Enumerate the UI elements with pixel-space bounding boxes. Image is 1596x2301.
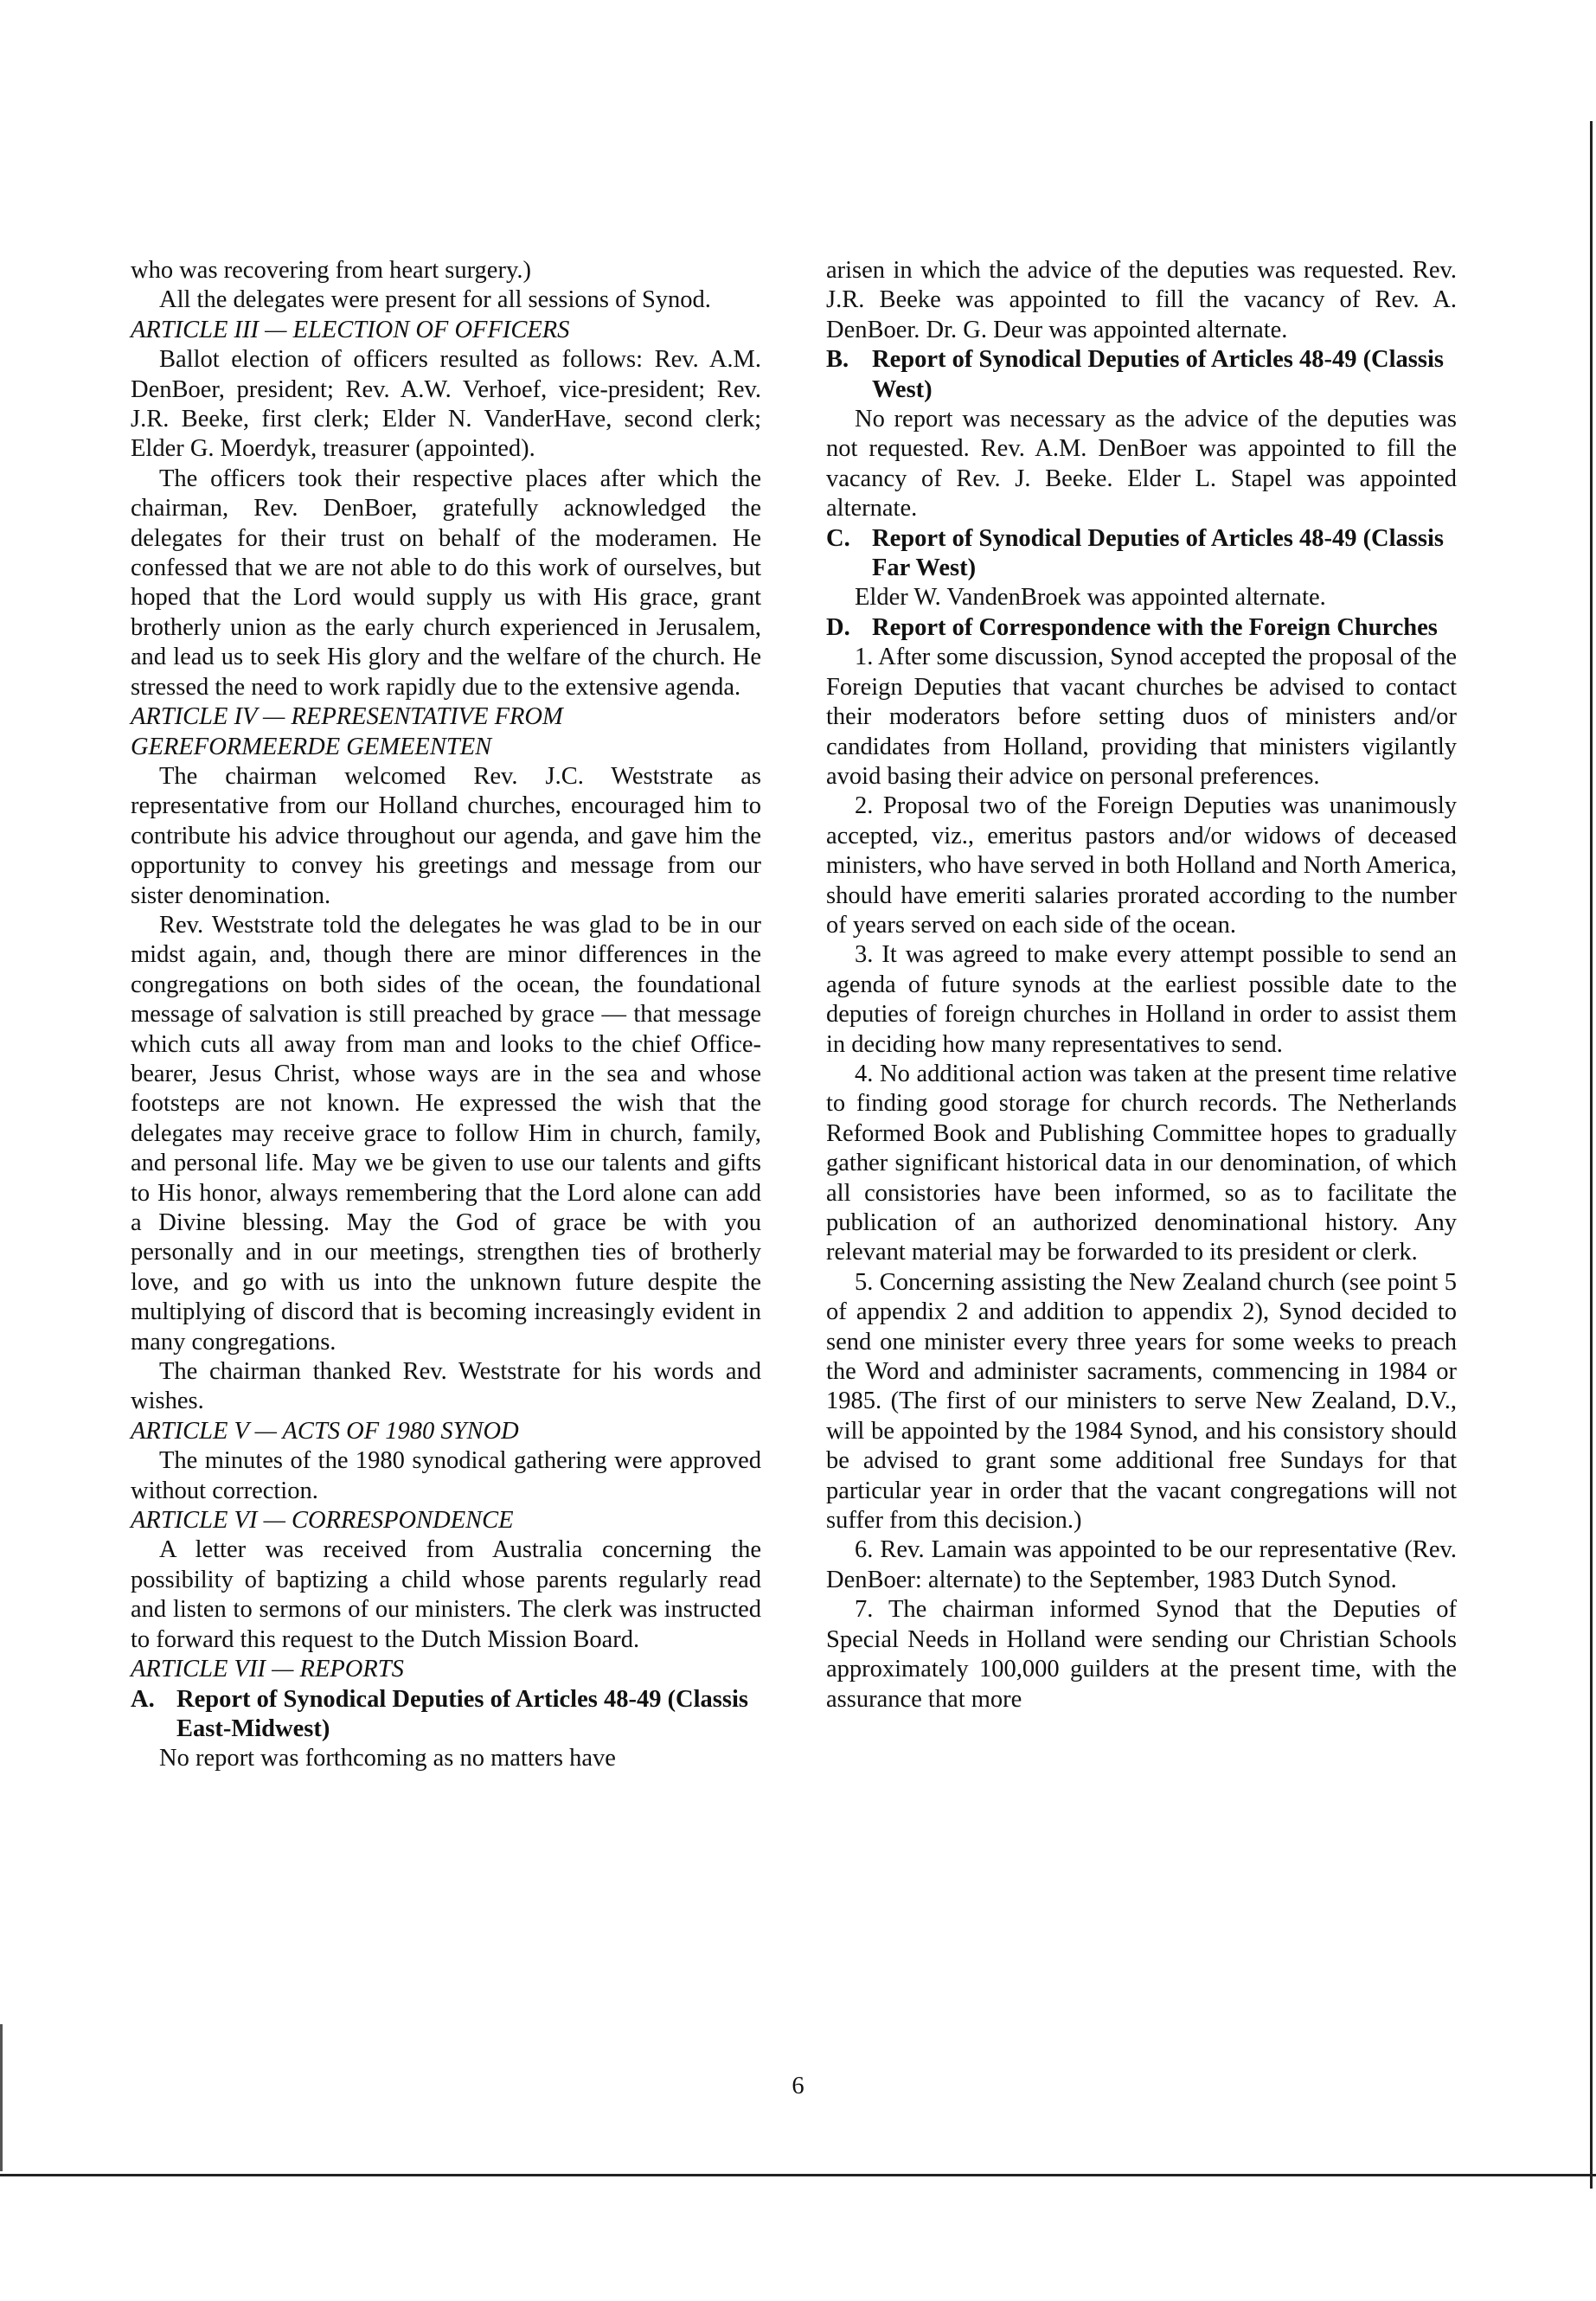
right-column [826, 256, 1457, 1715]
numbered-item: 7. The chairman informed Synod that the Deputies of Special Needs in Holland were sending our Christian Schools approximately 100,000 guilders at the present time, with the assurance that more [826, 1596, 1457, 1713]
paragraph: arisen in which the advice of the deputies was requested. Rev. J.R. Beeke was appointed to fill the vacancy of Rev. A. DenBoer. Dr. G. Deur was appointed alternate. [826, 257, 1457, 343]
report-title: Report of Synodical Deputies of Articles 48-49 (Classis East-Midwest) [176, 1685, 748, 1742]
numbered-item: 3. It was agreed to make every attempt possible to send an agenda of future synods at the earliest possible date to the deputies of foreign churches in Holland in order to assist them in deciding how many representatives to send. [826, 941, 1457, 1058]
paragraph: The chairman thanked Rev. Weststrate for his words and wishes. [131, 1358, 761, 1415]
paragraph: The chairman welcomed Rev. J.C. Weststrate as representative from our Holland churches, encouraged him to contribute his advice throughout our agenda, and gave him the opportunity to convey his greetings and message from our sister denomination. [131, 762, 761, 909]
numbered-item: 2. Proposal two of the Foreign Deputies was unanimously accepted, viz., emeritus pastors and/or widows of deceased ministers, who have served in both Holland and North America, should have emeriti salaries prorated according to the number of years served on each side of the ocean. [826, 792, 1457, 939]
report-title: Report of Synodical Deputies of Articles 48-49 (Classis Far West) [872, 524, 1444, 582]
paragraph: The minutes of the 1980 synodical gathering were approved without correction. [131, 1447, 761, 1504]
left-column [131, 256, 761, 1774]
numbered-item: 6. Rev. Lamain was appointed to be our representative (Rev. DenBoer: alternate) to the September, 1983 Dutch Synod. [826, 1536, 1457, 1593]
report-title: Report of Synodical Deputies of Articles 48-49 (Classis West) [872, 346, 1444, 403]
report-heading [826, 345, 1457, 405]
paragraph: No report was forthcoming as no matters have [159, 1745, 616, 1772]
scan-border-bottom [0, 2174, 1596, 2176]
report-heading [826, 524, 1457, 584]
page-number: 6 [792, 2073, 804, 2099]
report-letter: A. [131, 1685, 155, 1713]
paragraph: who was recovering from heart surgery.) [131, 257, 531, 284]
article-heading: ARTICLE VI — CORRESPONDENCE [131, 1507, 514, 1535]
numbered-item: 4. No additional action was taken at the present time relative to finding good storage for church records. The Netherlands Reformed Book and Publishing Committee hopes to gradually gather significant historical data in our denomination, of which all consistories have been informed, so as to facilitate the publication of an authorized denominational history. Any relevant material may be forwarded to its president or clerk. [826, 1060, 1457, 1266]
article-heading: ARTICLE VII — REPORTS [131, 1656, 404, 1683]
paragraph: A letter was received from Australia concerning the possibility of baptizing a child whose parents regularly read and listen to sermons of our ministers. The clerk was instructed to forward this request to the Dutch Mission Board. [131, 1536, 761, 1653]
report-heading [826, 613, 1457, 643]
report-letter: D. [826, 613, 850, 641]
paragraph: No report was necessary as the advice of the deputies was not requested. Rev. A.M. DenBoer was appointed to fill the vacancy of Rev. J. Beeke. Elder L. Stapel was appointed alternate. [826, 406, 1457, 522]
article-heading: ARTICLE III — ELECTION OF OFFICERS [131, 316, 570, 343]
article-heading: ARTICLE IV — REPRESENTATIVE FROM [131, 703, 563, 731]
article-heading: ARTICLE V — ACTS OF 1980 SYNOD [131, 1417, 519, 1445]
paragraph: Ballot election of officers resulted as follows: Rev. A.M. DenBoer, president; Rev. A.W. Verhoef, vice-president; Rev. J.R. Beeke, first clerk; Elder N. VanderHave, second clerk; Elder G. Moerdyk, treasurer (appointed). [131, 346, 761, 463]
paragraph: Rev. Weststrate told the delegates he was glad to be in our midst again, and, though there are minor differences in the congregations on both sides of the ocean, the foundational message of salvation is still preached by grace — that message which cuts all away from man and looks to the chief Office-bearer, Jesus Christ, whose ways are in the sea and whose footsteps are not known. He expressed the wish that the delegates may receive grace to follow Him in church, family, and personal life. May we be given to use our talents and gifts to His honor, always remembering that the Lord alone can add a Divine blessing. May the God of grace be with you personally and in our meetings, strengthen ties of brotherly love, and go with us into the unknown future despite the multiplying of discord that is becoming increasingly evident in many congregations. [131, 911, 761, 1356]
report-title: Report of Correspondence with the Foreign Churches [872, 613, 1438, 641]
numbered-item: 1. After some discussion, Synod accepted the proposal of the Foreign Deputies that vacant churches be advised to contact their moderators before setting duos of ministers and/or candidates from Holland, providing that ministers vigilantly avoid basing their advice on personal preferences. [826, 644, 1457, 790]
paragraph: The officers took their respective places after which the chairman, Rev. DenBoer, gratefully acknowledged the delegates for their trust on behalf of the moderamen. He confessed that we are not able to do this work of ourselves, but hoped that the Lord would supply us with His grace, grant brotherly union as the early church experienced in Jerusalem, and lead us to seek His glory and the welfare of the church. He stressed the need to work rapidly due to the extensive agenda. [131, 465, 761, 701]
paragraph: All the delegates were present for all sessions of Synod. [159, 286, 711, 314]
report-letter: B. [826, 346, 849, 374]
paragraph: Elder W. VandenBroek was appointed alternate. [855, 584, 1326, 612]
numbered-item: 5. Concerning assisting the New Zealand church (see point 5 of appendix 2 and addition to appendix 2), Synod decided to send one minister every three years for some weeks to preach the Word and administer sacraments, commencing in 1984 or 1985. (The first of our ministers to serve New Zealand, D.V., will be appointed by the 1984 Synod, and his consistory should be advised to grant some additional free Sundays for that particular year in order that the vacant congregations will not suffer from this decision.) [826, 1268, 1457, 1535]
scan-border-right [1590, 121, 1593, 2189]
report-letter: C. [826, 524, 850, 552]
article-heading-continued: GEREFORMEERDE GEMEENTEN [131, 733, 492, 760]
report-heading [131, 1685, 761, 1745]
